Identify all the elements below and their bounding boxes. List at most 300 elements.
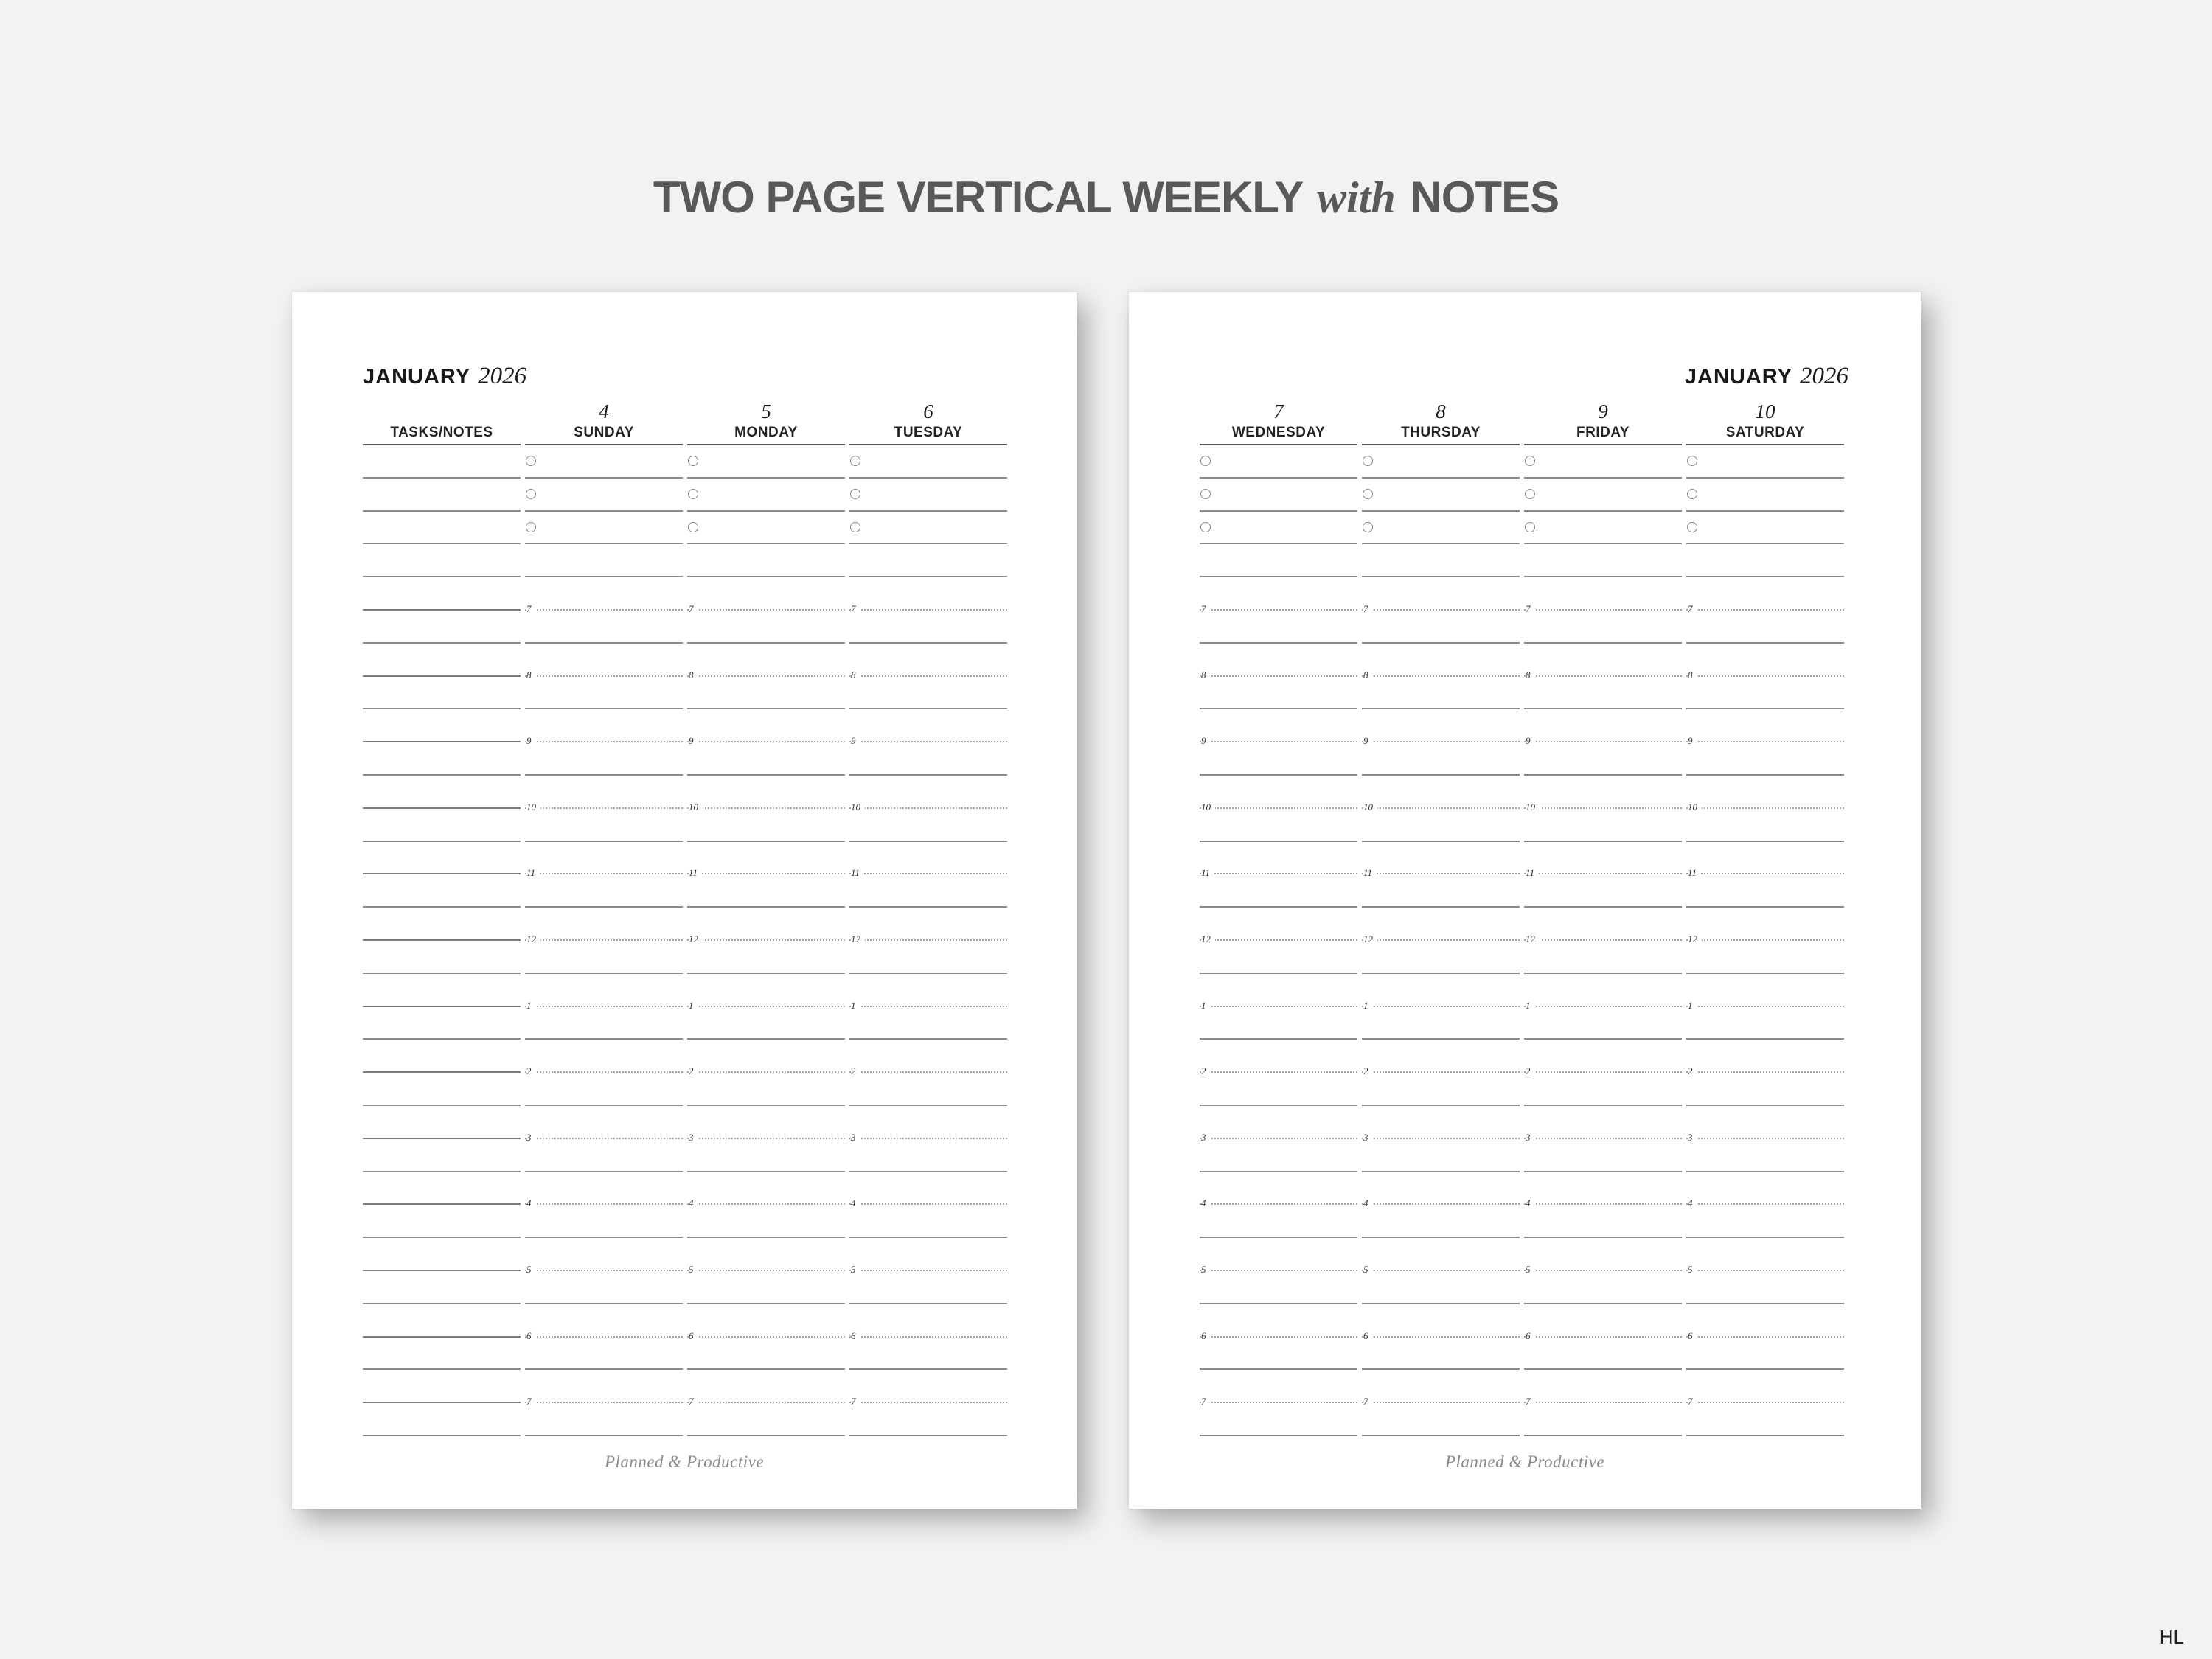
hour-label: 8	[526, 670, 536, 681]
title-part-with: with	[1317, 173, 1396, 222]
notes-line	[363, 874, 521, 908]
year: 2026	[1800, 363, 1848, 389]
hour-row	[1524, 1370, 1682, 1408]
hour-row	[687, 1304, 845, 1341]
task-checkbox-icon	[850, 489, 860, 499]
hour-label: 5	[1363, 1265, 1373, 1275]
hour-label: 6	[526, 1331, 536, 1341]
day-number: 5	[761, 400, 771, 422]
hour-row	[687, 1238, 845, 1275]
task-row	[1362, 479, 1520, 512]
hour-label: 9	[1201, 736, 1211, 746]
task-checkbox-icon	[1525, 522, 1535, 532]
task-checkbox-icon	[1200, 489, 1211, 499]
hour-label: 12	[1526, 934, 1540, 945]
task-checkbox-icon	[688, 489, 698, 499]
half-hour-row	[1686, 874, 1844, 908]
hour-row	[1686, 1106, 1844, 1143]
half-hour-row	[525, 941, 683, 974]
hour-row	[1362, 1370, 1520, 1408]
half-hour-row	[849, 941, 1007, 974]
half-hour-row	[1362, 611, 1520, 644]
hour-row	[687, 1172, 845, 1209]
hour-row	[849, 1172, 1007, 1209]
page-title	[0, 167, 2212, 229]
hour-label: 6	[1363, 1331, 1373, 1341]
hour-label: 7	[1688, 604, 1697, 614]
half-hour-row	[1524, 677, 1682, 710]
hour-row	[525, 709, 683, 747]
task-row	[1524, 479, 1682, 512]
hour-label: 8	[1688, 670, 1697, 681]
hour-label: 11	[1363, 868, 1377, 878]
hour-row	[1686, 776, 1844, 813]
hour-row	[849, 1106, 1007, 1143]
half-hour-row	[1524, 1139, 1682, 1172]
task-row	[1200, 512, 1357, 545]
half-hour-row	[1686, 611, 1844, 644]
hour-label: 7	[526, 1397, 536, 1407]
hour-row	[849, 842, 1007, 879]
hour-row	[1524, 577, 1682, 614]
hour-label: 11	[1688, 868, 1701, 878]
task-checkbox-icon	[1363, 456, 1373, 466]
notes-line	[363, 611, 521, 644]
hour-label: 1	[1526, 1001, 1535, 1011]
hour-row	[687, 1370, 845, 1408]
week-grid	[363, 395, 1007, 1436]
half-hour-row	[849, 1139, 1007, 1172]
day-number: 9	[1598, 400, 1608, 422]
hour-label: 4	[526, 1198, 536, 1208]
half-hour-row	[849, 677, 1007, 710]
hour-row	[1362, 577, 1520, 614]
hour-row	[1524, 974, 1682, 1011]
half-hour-row	[849, 1338, 1007, 1371]
half-hour-row	[1200, 941, 1357, 974]
notes-line	[363, 544, 521, 577]
hour-label: 9	[1526, 736, 1535, 746]
half-hour-row	[687, 1271, 845, 1304]
half-hour-row	[525, 1338, 683, 1371]
hour-label: 4	[1201, 1198, 1211, 1208]
hour-label: 2	[851, 1066, 860, 1077]
hour-label: 10	[1201, 802, 1215, 813]
hour-label: 9	[689, 736, 698, 746]
hour-row	[687, 577, 845, 614]
column-header	[687, 395, 845, 445]
day-column-monday	[687, 395, 845, 1436]
notes-line	[363, 445, 521, 479]
hour-label: 1	[1201, 1001, 1211, 1011]
half-hour-row	[1362, 1073, 1520, 1106]
half-hour-row	[1362, 1139, 1520, 1172]
hour-row	[1200, 1106, 1357, 1143]
hour-label: 3	[1688, 1133, 1697, 1143]
task-row	[1362, 445, 1520, 479]
half-hour-row	[525, 874, 683, 908]
half-hour-row	[1524, 1338, 1682, 1371]
hour-label: 4	[1688, 1198, 1697, 1208]
task-checkbox-icon	[688, 456, 698, 466]
hour-row	[1524, 1238, 1682, 1275]
hour-label: 8	[1201, 670, 1211, 681]
half-hour-row	[1686, 1073, 1844, 1106]
hour-row	[1686, 577, 1844, 614]
hour-row	[687, 974, 845, 1011]
hour-row	[1200, 908, 1357, 945]
hour-label: 2	[689, 1066, 698, 1077]
half-hour-row	[1362, 742, 1520, 776]
hour-row	[1686, 1172, 1844, 1209]
day-number: 8	[1436, 400, 1446, 422]
hour-label: 8	[851, 670, 860, 681]
blank-row	[687, 544, 845, 577]
half-hour-row	[849, 742, 1007, 776]
hour-row	[1686, 842, 1844, 879]
blank-row	[849, 544, 1007, 577]
hour-label: 7	[1201, 604, 1211, 614]
half-hour-row	[1524, 611, 1682, 644]
task-checkbox-icon	[1363, 489, 1373, 499]
hour-row	[687, 1040, 845, 1077]
notes-line	[363, 776, 521, 809]
hour-label: 5	[1201, 1265, 1211, 1275]
hour-label: 11	[1201, 868, 1214, 878]
hour-row	[1524, 776, 1682, 813]
half-hour-row	[687, 1073, 845, 1106]
hour-row	[525, 1040, 683, 1077]
hour-label: 1	[526, 1001, 536, 1011]
task-checkbox-icon	[526, 489, 536, 499]
half-hour-row	[1200, 1338, 1357, 1371]
hour-label: 12	[1688, 934, 1702, 945]
half-hour-row	[525, 1271, 683, 1304]
hour-row	[525, 1370, 683, 1408]
half-hour-row	[525, 1139, 683, 1172]
hour-row	[1362, 908, 1520, 945]
task-checkbox-icon	[1687, 522, 1697, 532]
hour-label: 7	[1526, 604, 1535, 614]
hour-label: 8	[1363, 670, 1373, 681]
task-checkbox-icon	[850, 522, 860, 532]
hour-label: 5	[1688, 1265, 1697, 1275]
hour-label: 8	[1526, 670, 1535, 681]
notes-line	[363, 1304, 521, 1338]
half-hour-row	[1524, 809, 1682, 842]
day-column-wednesday	[1200, 395, 1357, 1436]
notes-line	[363, 1040, 521, 1073]
hour-label: 1	[1363, 1001, 1373, 1011]
hour-label: 9	[1363, 736, 1373, 746]
half-hour-row	[849, 809, 1007, 842]
half-hour-row	[525, 1403, 683, 1436]
half-hour-row	[1686, 1403, 1844, 1436]
hour-label: 7	[1688, 1397, 1697, 1407]
task-row	[525, 445, 683, 479]
hour-label: 9	[526, 736, 536, 746]
day-number: 10	[1755, 400, 1775, 422]
column-header	[525, 395, 683, 445]
hour-row	[687, 908, 845, 945]
half-hour-row	[1200, 874, 1357, 908]
hour-row	[1200, 1040, 1357, 1077]
half-hour-row	[1524, 1271, 1682, 1304]
hour-row	[525, 1172, 683, 1209]
hour-row	[849, 1370, 1007, 1408]
hour-label: 11	[851, 868, 864, 878]
month-header	[1685, 354, 1848, 398]
half-hour-row	[1686, 1338, 1844, 1371]
half-hour-row	[525, 1007, 683, 1040]
day-column-sunday	[525, 395, 683, 1436]
hour-row	[525, 908, 683, 945]
column-header	[1686, 395, 1844, 445]
hour-label: 5	[689, 1265, 698, 1275]
hour-row	[1200, 1304, 1357, 1341]
half-hour-row	[1362, 809, 1520, 842]
notes-line	[363, 479, 521, 512]
day-name: MONDAY	[734, 425, 798, 440]
hour-row	[1686, 709, 1844, 747]
half-hour-row	[687, 1007, 845, 1040]
hour-row	[525, 1238, 683, 1275]
right-planner-page	[1129, 292, 1921, 1509]
half-hour-row	[1686, 1007, 1844, 1040]
half-hour-row	[1362, 1271, 1520, 1304]
half-hour-row	[1524, 1073, 1682, 1106]
hour-label: 1	[1688, 1001, 1697, 1011]
hour-row	[687, 709, 845, 747]
task-row	[1686, 512, 1844, 545]
task-checkbox-icon	[526, 522, 536, 532]
hour-row	[1362, 1304, 1520, 1341]
task-row	[849, 512, 1007, 545]
half-hour-row	[1200, 1007, 1357, 1040]
hour-label: 7	[1201, 1397, 1211, 1407]
hour-label: 2	[1526, 1066, 1535, 1077]
hour-label: 1	[689, 1001, 698, 1011]
hour-row	[1686, 908, 1844, 945]
year: 2026	[478, 363, 527, 389]
hour-label: 11	[1526, 868, 1539, 878]
hour-label: 7	[689, 1397, 698, 1407]
hour-label: 4	[689, 1198, 698, 1208]
hour-row	[1524, 908, 1682, 945]
half-hour-row	[1200, 1139, 1357, 1172]
day-column-thursday	[1362, 395, 1520, 1436]
day-number: 4	[599, 400, 609, 422]
hour-row	[525, 1304, 683, 1341]
half-hour-row	[1200, 611, 1357, 644]
hour-label: 1	[851, 1001, 860, 1011]
half-hour-row	[687, 742, 845, 776]
hour-row	[525, 644, 683, 681]
notes-line	[363, 577, 521, 611]
hour-label: 10	[1526, 802, 1540, 813]
half-hour-row	[525, 611, 683, 644]
hour-row	[687, 1106, 845, 1143]
half-hour-row	[1200, 742, 1357, 776]
hour-label: 2	[1201, 1066, 1211, 1077]
hour-row	[1362, 974, 1520, 1011]
corner-mark: HL	[2159, 1626, 2184, 1648]
hour-label: 3	[526, 1133, 536, 1143]
hour-row	[1362, 776, 1520, 813]
hour-row	[1362, 1238, 1520, 1275]
hour-row	[1362, 842, 1520, 879]
notes-line	[363, 941, 521, 974]
hour-row	[525, 974, 683, 1011]
half-hour-row	[1362, 1007, 1520, 1040]
hour-row	[1200, 1370, 1357, 1408]
half-hour-row	[1686, 1205, 1844, 1238]
hour-label: 9	[851, 736, 860, 746]
half-hour-row	[1362, 677, 1520, 710]
half-hour-row	[687, 1139, 845, 1172]
hour-label: 2	[526, 1066, 536, 1077]
hour-label: 4	[1363, 1198, 1373, 1208]
hour-label: 7	[851, 604, 860, 614]
hour-label: 7	[1526, 1397, 1535, 1407]
task-row	[1200, 445, 1357, 479]
notes-line	[363, 644, 521, 677]
half-hour-row	[849, 1403, 1007, 1436]
hour-label: 6	[1688, 1331, 1697, 1341]
task-checkbox-icon	[1687, 489, 1697, 499]
hour-row	[1362, 709, 1520, 747]
hour-label: 6	[1201, 1331, 1211, 1341]
half-hour-row	[1686, 809, 1844, 842]
hour-row	[1686, 974, 1844, 1011]
column-header	[1200, 395, 1357, 445]
notes-line	[363, 1205, 521, 1238]
hour-label: 7	[1363, 1397, 1373, 1407]
half-hour-row	[1200, 809, 1357, 842]
hour-row	[849, 1304, 1007, 1341]
task-row	[687, 445, 845, 479]
day-column-saturday	[1686, 395, 1844, 1436]
hour-row	[1200, 709, 1357, 747]
hour-row	[687, 842, 845, 879]
hour-row	[1524, 1172, 1682, 1209]
task-row	[1686, 479, 1844, 512]
hour-row	[849, 577, 1007, 614]
task-row	[687, 479, 845, 512]
hour-label: 3	[689, 1133, 698, 1143]
half-hour-row	[1200, 1403, 1357, 1436]
hour-row	[525, 842, 683, 879]
task-row	[1200, 479, 1357, 512]
hour-row	[1200, 776, 1357, 813]
hour-row	[1686, 1304, 1844, 1341]
half-hour-row	[687, 611, 845, 644]
task-checkbox-icon	[1200, 456, 1211, 466]
hour-row	[1200, 1172, 1357, 1209]
hour-label: 10	[1688, 802, 1702, 813]
hour-label: 3	[1526, 1133, 1535, 1143]
half-hour-row	[1200, 1073, 1357, 1106]
half-hour-row	[1200, 1205, 1357, 1238]
hour-row	[1524, 644, 1682, 681]
hour-row	[1686, 1238, 1844, 1275]
hour-label: 11	[526, 868, 540, 878]
half-hour-row	[687, 1338, 845, 1371]
blank-row	[1200, 544, 1357, 577]
half-hour-row	[525, 809, 683, 842]
task-row	[1524, 445, 1682, 479]
task-row	[1524, 512, 1682, 545]
hour-row	[849, 1040, 1007, 1077]
hour-label: 3	[1363, 1133, 1373, 1143]
hour-row	[849, 908, 1007, 945]
left-planner-page	[292, 292, 1077, 1509]
half-hour-row	[849, 1007, 1007, 1040]
hour-label: 7	[689, 604, 698, 614]
hour-row	[1362, 644, 1520, 681]
hour-label: 4	[1526, 1198, 1535, 1208]
hour-label: 5	[851, 1265, 860, 1275]
hour-row	[849, 776, 1007, 813]
hour-row	[525, 776, 683, 813]
half-hour-row	[849, 1073, 1007, 1106]
hour-row	[1686, 644, 1844, 681]
half-hour-row	[1686, 742, 1844, 776]
blank-row	[1686, 544, 1844, 577]
notes-line	[363, 1338, 521, 1371]
hour-row	[849, 644, 1007, 681]
hour-label: 12	[526, 934, 540, 945]
task-checkbox-icon	[688, 522, 698, 532]
hour-row	[1362, 1040, 1520, 1077]
column-header	[363, 395, 521, 445]
hour-row	[1200, 644, 1357, 681]
hour-row	[1524, 842, 1682, 879]
day-name: FRIDAY	[1576, 425, 1630, 440]
task-checkbox-icon	[1200, 522, 1211, 532]
hour-label: 12	[851, 934, 865, 945]
half-hour-row	[849, 874, 1007, 908]
hour-label: 6	[851, 1331, 860, 1341]
half-hour-row	[687, 874, 845, 908]
title-part-notes: NOTES	[1410, 173, 1559, 222]
hour-label: 12	[689, 934, 703, 945]
hour-row	[849, 974, 1007, 1011]
hour-label: 5	[1526, 1265, 1535, 1275]
half-hour-row	[687, 941, 845, 974]
hour-label: 6	[1526, 1331, 1535, 1341]
hour-row	[1524, 709, 1682, 747]
half-hour-row	[1686, 1271, 1844, 1304]
hour-row	[1524, 1040, 1682, 1077]
hour-row	[687, 776, 845, 813]
hour-row	[1200, 842, 1357, 879]
half-hour-row	[1362, 1403, 1520, 1436]
notes-line	[363, 974, 521, 1007]
notes-line	[363, 1370, 521, 1403]
column-header	[1524, 395, 1682, 445]
column-header	[1362, 395, 1520, 445]
notes-line	[363, 1007, 521, 1040]
hour-row	[1200, 1238, 1357, 1275]
notes-line	[363, 908, 521, 941]
half-hour-row	[849, 1271, 1007, 1304]
notes-line	[363, 512, 521, 545]
day-column-friday	[1524, 395, 1682, 1436]
tasks-notes-label: TASKS/NOTES	[390, 425, 493, 440]
month-header	[363, 354, 526, 398]
half-hour-row	[1524, 874, 1682, 908]
